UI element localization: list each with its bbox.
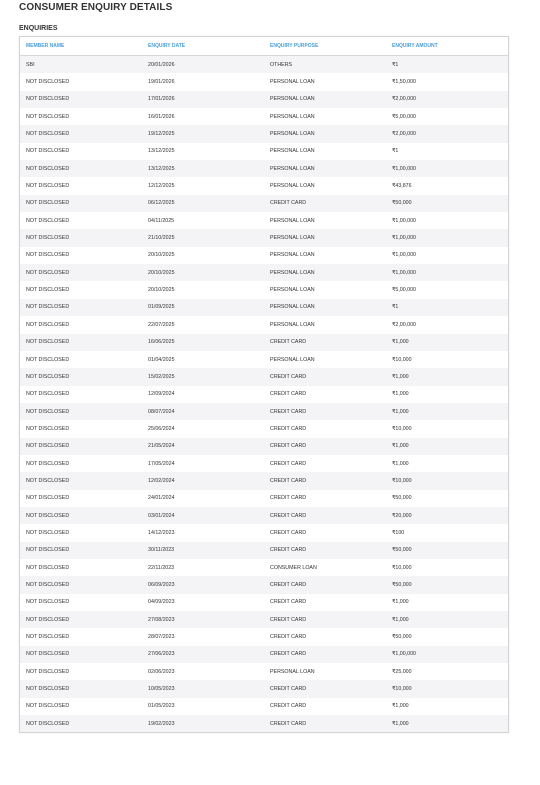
table-row <box>20 472 508 489</box>
enquiry-amount-cell: ₹10,000 <box>386 559 508 576</box>
member-name-cell: NOT DISCLOSED <box>20 143 142 160</box>
member-name-cell: NOT DISCLOSED <box>20 125 142 142</box>
enquiry-purpose-cell: CREDIT CARD <box>264 680 386 697</box>
enquiry-amount-cell: ₹1,000 <box>386 715 508 732</box>
enquiry-amount-cell: ₹1 <box>386 56 508 74</box>
enquiry-date-cell: 04/11/2025 <box>142 212 264 229</box>
member-name-cell: NOT DISCLOSED <box>20 542 142 559</box>
table-row <box>20 594 508 611</box>
enquiry-date-cell: 06/12/2025 <box>142 195 264 212</box>
enquiry-purpose-cell: OTHERS <box>264 56 386 74</box>
enquiry-date-cell: 15/02/2025 <box>142 368 264 385</box>
enquiry-purpose-cell: PERSONAL LOAN <box>264 351 386 368</box>
table-row <box>20 281 508 298</box>
table-row <box>20 455 508 472</box>
column-header-enquiry-amount: ENQUIRY AMOUNT <box>386 37 508 56</box>
enquiry-amount-cell: ₹25,000 <box>386 663 508 680</box>
enquiry-date-cell: 20/10/2025 <box>142 264 264 281</box>
enquiry-amount-cell: ₹1,000 <box>386 594 508 611</box>
enquiry-date-cell: 17/05/2024 <box>142 455 264 472</box>
enquiry-purpose-cell: CREDIT CARD <box>264 611 386 628</box>
enquiry-date-cell: 14/12/2023 <box>142 524 264 541</box>
table-row <box>20 212 508 229</box>
enquiry-purpose-cell: CREDIT CARD <box>264 403 386 420</box>
enquiry-date-cell: 13/12/2025 <box>142 143 264 160</box>
enquiries-table-container <box>19 36 509 733</box>
enquiry-purpose-cell: CREDIT CARD <box>264 195 386 212</box>
column-header-enquiry-date: ENQUIRY DATE <box>142 37 264 56</box>
member-name-cell: NOT DISCLOSED <box>20 368 142 385</box>
table-row <box>20 438 508 455</box>
table-row <box>20 420 508 437</box>
enquiry-purpose-cell: CREDIT CARD <box>264 420 386 437</box>
enquiry-purpose-cell: PERSONAL LOAN <box>264 247 386 264</box>
member-name-cell: NOT DISCLOSED <box>20 576 142 593</box>
enquiry-amount-cell: ₹1,00,000 <box>386 264 508 281</box>
page-title: CONSUMER ENQUIRY DETAILS <box>19 2 173 13</box>
member-name-cell: SBI <box>20 56 142 74</box>
enquiry-purpose-cell: PERSONAL LOAN <box>264 316 386 333</box>
enquiry-purpose-cell: CREDIT CARD <box>264 576 386 593</box>
enquiry-amount-cell: ₹1,000 <box>386 386 508 403</box>
member-name-cell: NOT DISCLOSED <box>20 316 142 333</box>
table-row <box>20 507 508 524</box>
enquiry-amount-cell: ₹50,000 <box>386 628 508 645</box>
enquiry-date-cell: 21/10/2025 <box>142 229 264 246</box>
table-row <box>20 73 508 90</box>
enquiry-purpose-cell: PERSONAL LOAN <box>264 264 386 281</box>
table-row <box>20 316 508 333</box>
column-header-member-name: MEMBER NAME <box>20 37 142 56</box>
member-name-cell: NOT DISCLOSED <box>20 524 142 541</box>
enquiry-amount-cell: ₹10,000 <box>386 472 508 489</box>
enquiry-date-cell: 17/01/2026 <box>142 91 264 108</box>
column-header-enquiry-purpose: ENQUIRY PURPOSE <box>264 37 386 56</box>
enquiry-purpose-cell: PERSONAL LOAN <box>264 91 386 108</box>
enquiry-purpose-cell: CREDIT CARD <box>264 455 386 472</box>
enquiry-date-cell: 20/01/2026 <box>142 56 264 74</box>
table-row <box>20 56 508 74</box>
table-row <box>20 368 508 385</box>
enquiry-amount-cell: ₹50,000 <box>386 576 508 593</box>
member-name-cell: NOT DISCLOSED <box>20 663 142 680</box>
member-name-cell: NOT DISCLOSED <box>20 715 142 732</box>
table-row <box>20 559 508 576</box>
enquiry-amount-cell: ₹1,000 <box>386 403 508 420</box>
enquiry-purpose-cell: PERSONAL LOAN <box>264 663 386 680</box>
enquiry-amount-cell: ₹10,000 <box>386 680 508 697</box>
member-name-cell: NOT DISCLOSED <box>20 611 142 628</box>
enquiry-date-cell: 01/09/2025 <box>142 299 264 316</box>
enquiry-purpose-cell: PERSONAL LOAN <box>264 212 386 229</box>
enquiry-purpose-cell: CREDIT CARD <box>264 507 386 524</box>
enquiry-purpose-cell: CREDIT CARD <box>264 698 386 715</box>
enquiry-date-cell: 16/06/2025 <box>142 334 264 351</box>
enquiry-purpose-cell: CREDIT CARD <box>264 646 386 663</box>
member-name-cell: NOT DISCLOSED <box>20 334 142 351</box>
enquiry-purpose-cell: CREDIT CARD <box>264 438 386 455</box>
member-name-cell: NOT DISCLOSED <box>20 247 142 264</box>
table-row <box>20 542 508 559</box>
enquiries-table <box>20 37 508 732</box>
table-row <box>20 524 508 541</box>
enquiry-date-cell: 06/09/2023 <box>142 576 264 593</box>
member-name-cell: NOT DISCLOSED <box>20 386 142 403</box>
member-name-cell: NOT DISCLOSED <box>20 559 142 576</box>
member-name-cell: NOT DISCLOSED <box>20 195 142 212</box>
table-row <box>20 247 508 264</box>
enquiry-amount-cell: ₹1,000 <box>386 334 508 351</box>
enquiry-date-cell: 19/12/2025 <box>142 125 264 142</box>
enquiry-amount-cell: ₹5,00,000 <box>386 108 508 125</box>
enquiry-purpose-cell: PERSONAL LOAN <box>264 229 386 246</box>
member-name-cell: NOT DISCLOSED <box>20 455 142 472</box>
enquiry-amount-cell: ₹2,00,000 <box>386 316 508 333</box>
enquiry-amount-cell: ₹1,00,000 <box>386 646 508 663</box>
table-row <box>20 334 508 351</box>
enquiry-amount-cell: ₹1,00,000 <box>386 229 508 246</box>
enquiry-date-cell: 27/08/2023 <box>142 611 264 628</box>
member-name-cell: NOT DISCLOSED <box>20 680 142 697</box>
enquiry-purpose-cell: CREDIT CARD <box>264 334 386 351</box>
table-row <box>20 715 508 732</box>
table-row <box>20 351 508 368</box>
table-row <box>20 264 508 281</box>
member-name-cell: NOT DISCLOSED <box>20 403 142 420</box>
enquiry-amount-cell: ₹5,00,000 <box>386 281 508 298</box>
enquiry-amount-cell: ₹50,000 <box>386 490 508 507</box>
enquiry-date-cell: 02/06/2023 <box>142 663 264 680</box>
member-name-cell: NOT DISCLOSED <box>20 299 142 316</box>
enquiry-amount-cell: ₹1,000 <box>386 455 508 472</box>
enquiry-amount-cell: ₹1,000 <box>386 368 508 385</box>
enquiry-amount-cell: ₹43,876 <box>386 177 508 194</box>
member-name-cell: NOT DISCLOSED <box>20 472 142 489</box>
section-title-enquiries: ENQUIRIES <box>19 25 58 32</box>
enquiry-amount-cell: ₹1,00,000 <box>386 247 508 264</box>
enquiry-date-cell: 28/07/2023 <box>142 628 264 645</box>
enquiry-date-cell: 19/02/2023 <box>142 715 264 732</box>
enquiry-date-cell: 12/09/2024 <box>142 386 264 403</box>
member-name-cell: NOT DISCLOSED <box>20 698 142 715</box>
member-name-cell: NOT DISCLOSED <box>20 229 142 246</box>
enquiry-purpose-cell: CREDIT CARD <box>264 490 386 507</box>
enquiry-purpose-cell: PERSONAL LOAN <box>264 281 386 298</box>
member-name-cell: NOT DISCLOSED <box>20 490 142 507</box>
member-name-cell: NOT DISCLOSED <box>20 108 142 125</box>
enquiry-purpose-cell: PERSONAL LOAN <box>264 125 386 142</box>
enquiry-date-cell: 20/10/2025 <box>142 247 264 264</box>
enquiry-date-cell: 04/09/2023 <box>142 594 264 611</box>
enquiry-purpose-cell: CREDIT CARD <box>264 524 386 541</box>
member-name-cell: NOT DISCLOSED <box>20 160 142 177</box>
member-name-cell: NOT DISCLOSED <box>20 73 142 90</box>
table-row <box>20 698 508 715</box>
enquiry-purpose-cell: PERSONAL LOAN <box>264 177 386 194</box>
table-row <box>20 143 508 160</box>
enquiry-amount-cell: ₹2,00,000 <box>386 125 508 142</box>
enquiry-date-cell: 03/01/2024 <box>142 507 264 524</box>
table-row <box>20 195 508 212</box>
table-row <box>20 386 508 403</box>
enquiry-purpose-cell: PERSONAL LOAN <box>264 73 386 90</box>
enquiry-amount-cell: ₹100 <box>386 524 508 541</box>
enquiry-purpose-cell: CREDIT CARD <box>264 386 386 403</box>
enquiry-date-cell: 22/11/2023 <box>142 559 264 576</box>
enquiry-date-cell: 01/05/2023 <box>142 698 264 715</box>
enquiry-amount-cell: ₹1,50,000 <box>386 73 508 90</box>
enquiry-date-cell: 19/01/2026 <box>142 73 264 90</box>
enquiry-purpose-cell: CREDIT CARD <box>264 594 386 611</box>
enquiry-date-cell: 16/01/2026 <box>142 108 264 125</box>
member-name-cell: NOT DISCLOSED <box>20 281 142 298</box>
table-row <box>20 125 508 142</box>
enquiry-date-cell: 27/06/2023 <box>142 646 264 663</box>
table-row <box>20 576 508 593</box>
member-name-cell: NOT DISCLOSED <box>20 628 142 645</box>
enquiry-purpose-cell: PERSONAL LOAN <box>264 160 386 177</box>
member-name-cell: NOT DISCLOSED <box>20 264 142 281</box>
member-name-cell: NOT DISCLOSED <box>20 177 142 194</box>
enquiry-date-cell: 13/12/2025 <box>142 160 264 177</box>
table-row <box>20 299 508 316</box>
enquiry-amount-cell: ₹2,00,000 <box>386 91 508 108</box>
table-row <box>20 628 508 645</box>
enquiry-amount-cell: ₹1,000 <box>386 698 508 715</box>
table-row <box>20 663 508 680</box>
member-name-cell: NOT DISCLOSED <box>20 351 142 368</box>
table-row <box>20 177 508 194</box>
table-header-row <box>20 37 508 56</box>
member-name-cell: NOT DISCLOSED <box>20 507 142 524</box>
enquiry-purpose-cell: CREDIT CARD <box>264 472 386 489</box>
table-body <box>20 56 508 733</box>
table-row <box>20 229 508 246</box>
enquiry-date-cell: 10/05/2023 <box>142 680 264 697</box>
table-row <box>20 490 508 507</box>
enquiry-amount-cell: ₹1,000 <box>386 611 508 628</box>
enquiry-purpose-cell: PERSONAL LOAN <box>264 299 386 316</box>
enquiry-date-cell: 24/01/2024 <box>142 490 264 507</box>
member-name-cell: NOT DISCLOSED <box>20 91 142 108</box>
enquiry-amount-cell: ₹10,000 <box>386 420 508 437</box>
enquiry-amount-cell: ₹1,00,000 <box>386 212 508 229</box>
table-row <box>20 680 508 697</box>
enquiry-date-cell: 12/12/2025 <box>142 177 264 194</box>
enquiry-amount-cell: ₹50,000 <box>386 195 508 212</box>
enquiry-purpose-cell: CREDIT CARD <box>264 628 386 645</box>
member-name-cell: NOT DISCLOSED <box>20 212 142 229</box>
enquiry-purpose-cell: CREDIT CARD <box>264 715 386 732</box>
member-name-cell: NOT DISCLOSED <box>20 438 142 455</box>
enquiry-purpose-cell: CREDIT CARD <box>264 368 386 385</box>
enquiry-amount-cell: ₹1 <box>386 143 508 160</box>
table-row <box>20 403 508 420</box>
enquiry-date-cell: 22/07/2025 <box>142 316 264 333</box>
table-row <box>20 91 508 108</box>
enquiry-date-cell: 21/05/2024 <box>142 438 264 455</box>
member-name-cell: NOT DISCLOSED <box>20 646 142 663</box>
member-name-cell: NOT DISCLOSED <box>20 420 142 437</box>
enquiry-date-cell: 08/07/2024 <box>142 403 264 420</box>
member-name-cell: NOT DISCLOSED <box>20 594 142 611</box>
enquiry-amount-cell: ₹1,000 <box>386 438 508 455</box>
enquiry-date-cell: 25/06/2024 <box>142 420 264 437</box>
enquiry-purpose-cell: PERSONAL LOAN <box>264 108 386 125</box>
table-row <box>20 646 508 663</box>
enquiry-amount-cell: ₹1,00,000 <box>386 160 508 177</box>
table-row <box>20 160 508 177</box>
enquiry-amount-cell: ₹20,000 <box>386 507 508 524</box>
enquiry-amount-cell: ₹50,000 <box>386 542 508 559</box>
enquiry-date-cell: 20/10/2025 <box>142 281 264 298</box>
enquiry-date-cell: 12/02/2024 <box>142 472 264 489</box>
table-row <box>20 611 508 628</box>
enquiry-amount-cell: ₹1 <box>386 299 508 316</box>
enquiry-purpose-cell: CREDIT CARD <box>264 542 386 559</box>
enquiry-amount-cell: ₹10,000 <box>386 351 508 368</box>
enquiry-date-cell: 01/04/2025 <box>142 351 264 368</box>
enquiry-purpose-cell: CONSUMER LOAN <box>264 559 386 576</box>
table-row <box>20 108 508 125</box>
enquiry-date-cell: 30/11/2023 <box>142 542 264 559</box>
enquiry-purpose-cell: PERSONAL LOAN <box>264 143 386 160</box>
